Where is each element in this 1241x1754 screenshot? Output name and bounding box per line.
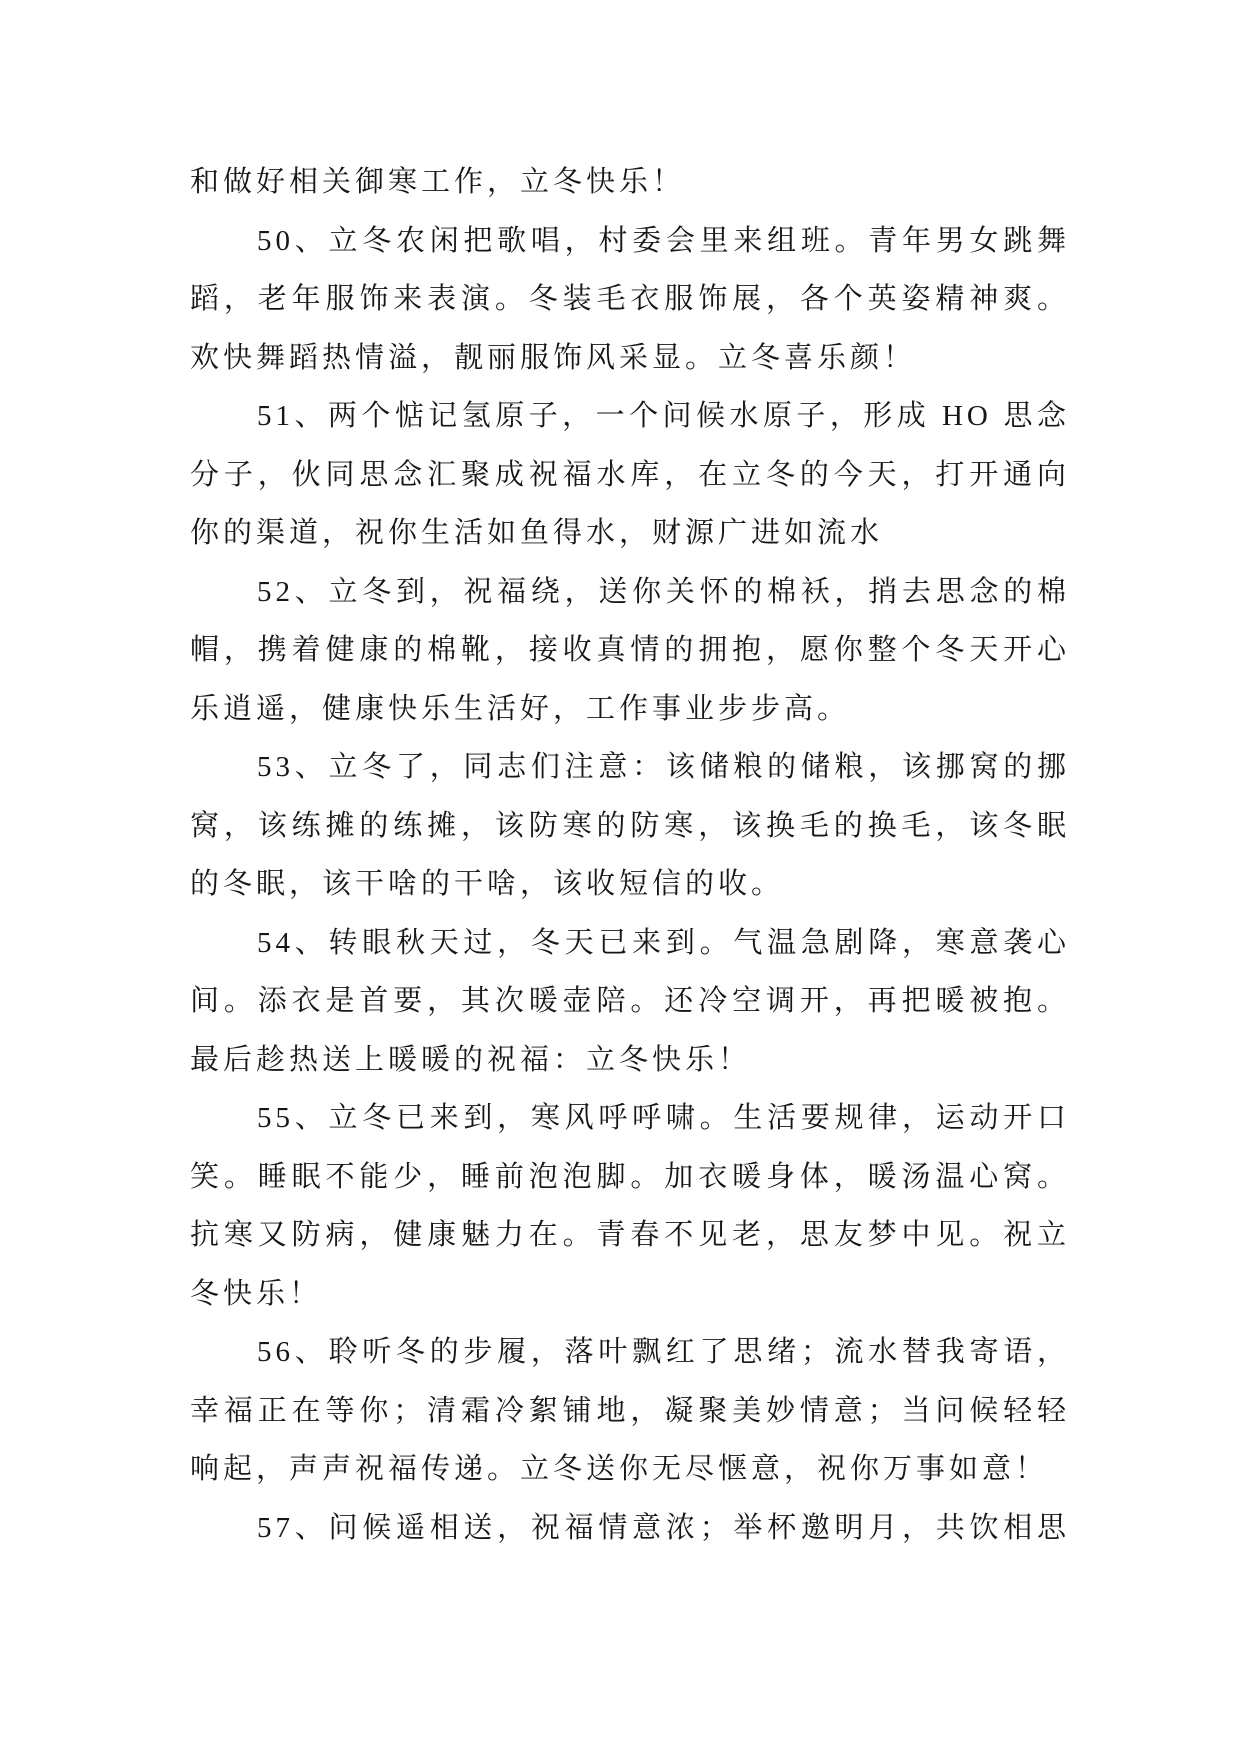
text-line: 50、立冬农闲把歌唱，村委会里来组班。青年男女跳舞: [257, 224, 1070, 257]
text-line: 幸福正在等你；清霜冷絮铺地，凝聚美妙情意；当问候轻轻: [190, 1394, 1070, 1427]
text-line: 55、立冬已来到，寒风呼呼啸。生活要规律，运动开口: [257, 1102, 1070, 1134]
wish-item-53: [190, 738, 1070, 914]
text-line: 56、聆听冬的步履，落叶飘红了思绪；流水替我寄语，: [257, 1336, 1070, 1368]
wish-item-54: [190, 914, 1070, 1090]
text-line: 蹈，老年服饰来表演。冬装毛衣服饰展，各个英姿精神爽。: [190, 283, 1070, 315]
text-line: 抗寒又防病，健康魅力在。青春不见老，思友梦中见。祝立: [190, 1219, 1070, 1251]
text-line: 笑。睡眠不能少，睡前泡泡脚。加衣暖身体，暖汤温心窝。: [190, 1160, 1070, 1193]
wish-item-56: [190, 1323, 1070, 1499]
text-line: 51、两个惦记氢原子，一个问候水原子，形成 HO 思念: [257, 400, 1070, 432]
text-line: 分子，伙同思念汇聚成祝福水库，在立冬的今天，打开通向: [190, 458, 1070, 491]
text-line: 和做好相关御寒工作，立冬快乐！: [190, 166, 686, 198]
text-line: 最后趁热送上暖暖的祝福：立冬快乐！: [190, 1043, 752, 1076]
text-line: 53、立冬了，同志们注意：该储粮的储粮，该挪窝的挪: [257, 751, 1070, 783]
text-line: 你的渠道，祝你生活如鱼得水，财源广进如流水: [190, 517, 884, 549]
continued-paragraph: [190, 153, 1070, 212]
text-line: 欢快舞蹈热情溢，靓丽服饰风采显。立冬喜乐颜！: [190, 341, 917, 374]
text-line: 间。添衣是首要，其次暖壶陪。还冷空调开，再把暖被抱。: [190, 985, 1070, 1017]
text-line: 的冬眠，该干啥的干啥，该收短信的收。: [190, 868, 785, 900]
text-line: 冬快乐！: [190, 1277, 323, 1310]
text-line: 乐逍遥，健康快乐生活好，工作事业步步高。: [190, 692, 851, 725]
document-body: [190, 153, 1070, 1557]
text-line: 57、问候遥相送，祝福情意浓；举杯邀明月，共饮相思: [257, 1511, 1070, 1544]
wish-item-52: [190, 563, 1070, 739]
wish-item-50: [190, 212, 1070, 388]
wish-item-55: [190, 1089, 1070, 1323]
wish-item-51: [190, 387, 1070, 563]
wish-item-57: [190, 1499, 1070, 1558]
text-line: 帽，携着健康的棉靴，接收真情的拥抱，愿你整个冬天开心: [190, 634, 1070, 666]
text-line: 54、转眼秋天过，冬天已来到。气温急剧降，寒意袭心: [257, 926, 1070, 959]
text-line: 窝，该练摊的练摊，该防寒的防寒，该换毛的换毛，该冬眠: [190, 809, 1070, 842]
text-line: 响起，声声祝福传递。立冬送你无尽惬意，祝你万事如意！: [190, 1453, 1049, 1485]
text-line: 52、立冬到，祝福绕，送你关怀的棉袄，捎去思念的棉: [257, 575, 1070, 608]
